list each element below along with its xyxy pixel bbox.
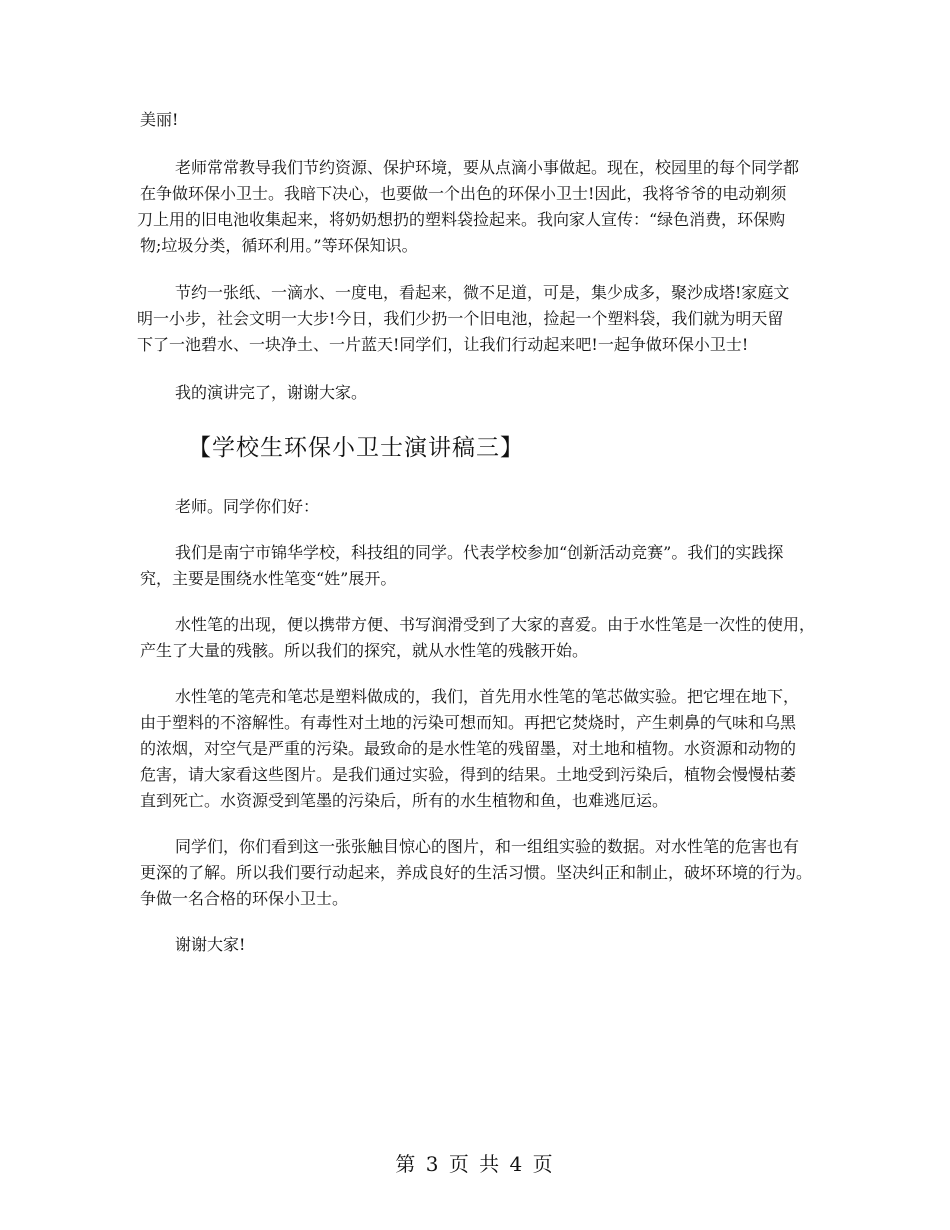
- paragraph-line: 由于塑料的不溶解性。有毒性对土地的污染可想而知。再把它焚烧时，产生刺鼻的气味和乌黑: [140, 713, 797, 732]
- paragraph-line: 究，主要是围绕水性笔变“姓”展开。: [140, 569, 397, 588]
- paragraph-line: 老师。同学你们好：: [175, 497, 320, 516]
- section-heading: 【学校生环保小卫士演讲稿三】: [188, 435, 524, 461]
- paragraph-line: 同学们，你们看到这一张张触目惊心的图片，和一组组实验的数据。对水性笔的危害也有: [175, 837, 800, 856]
- paragraph-line: 物;垃圾分类，循环利用。”等环保知识。: [140, 236, 418, 255]
- paragraph-line: 我们是南宁市锦华学校，科技组的同学。代表学校参加“创新活动竞赛”。我们的实践探: [175, 543, 784, 562]
- paragraph-line: 危害，请大家看这些图片。是我们通过实验，得到的结果。土地受到污染后，植物会慢慢枯萎: [140, 765, 797, 784]
- paragraph-line: 美丽!: [140, 110, 179, 129]
- paragraph-line: 水性笔的出现，便以携带方便、书写润滑受到了大家的喜爱。由于水性笔是一次性的使用，: [175, 615, 816, 634]
- paragraph-line: 更深的了解。所以我们要行动起来，养成良好的生活习惯。坚决纠正和制止，破坏环境的行为。: [140, 863, 813, 882]
- paragraph-line: 我的演讲完了，谢谢大家。: [175, 383, 368, 402]
- paragraph-line: 下了一池碧水、一块净土、一片蓝天!同学们，让我们行动起来吧!一起争做环保小卫士!: [137, 335, 749, 354]
- paragraph-line: 节约一张纸、一滴水、一度电，看起来，微不足道，可是，集少成多，聚沙成塔!家庭文: [175, 283, 790, 302]
- paragraph-line: 产生了大量的残骸。所以我们的探究，就从水性笔的残骸开始。: [140, 641, 589, 660]
- paragraph-line: 的浓烟，对空气是严重的污染。最致命的是水性笔的残留墨，对土地和植物。水资源和动物的: [140, 739, 797, 758]
- paragraph-line: 明一小步，社会文明一大步!今日，我们少扔一个旧电池，捡起一个塑料袋，我们就为明天留: [137, 309, 784, 328]
- paragraph-line: 在争做环保小卫士。我暗下决心，也要做一个出色的环保小卫士!因此，我将爷爷的电动剃须: [140, 184, 787, 203]
- paragraph-line: 争做一名合格的环保小卫士。: [140, 889, 349, 908]
- page-number-footer: 第 3 页 共 4 页: [395, 1152, 555, 1176]
- paragraph-line: 水性笔的笔壳和笔芯是塑料做成的，我们，首先用水性笔的笔芯做实验。把它埋在地下，: [175, 687, 800, 706]
- paragraph-line: 老师常常教导我们节约资源、保护环境，要从点滴小事做起。现在，校园里的每个同学都: [175, 158, 800, 177]
- paragraph-line: 刀上用的旧电池收集起来，将奶奶想扔的塑料袋捡起来。我向家人宣传：“绿色消费，环保购: [137, 210, 786, 229]
- paragraph-line: 直到死亡。水资源受到笔墨的污染后，所有的水生植物和鱼，也难逃厄运。: [140, 791, 669, 810]
- paragraph-line: 谢谢大家!: [175, 935, 246, 954]
